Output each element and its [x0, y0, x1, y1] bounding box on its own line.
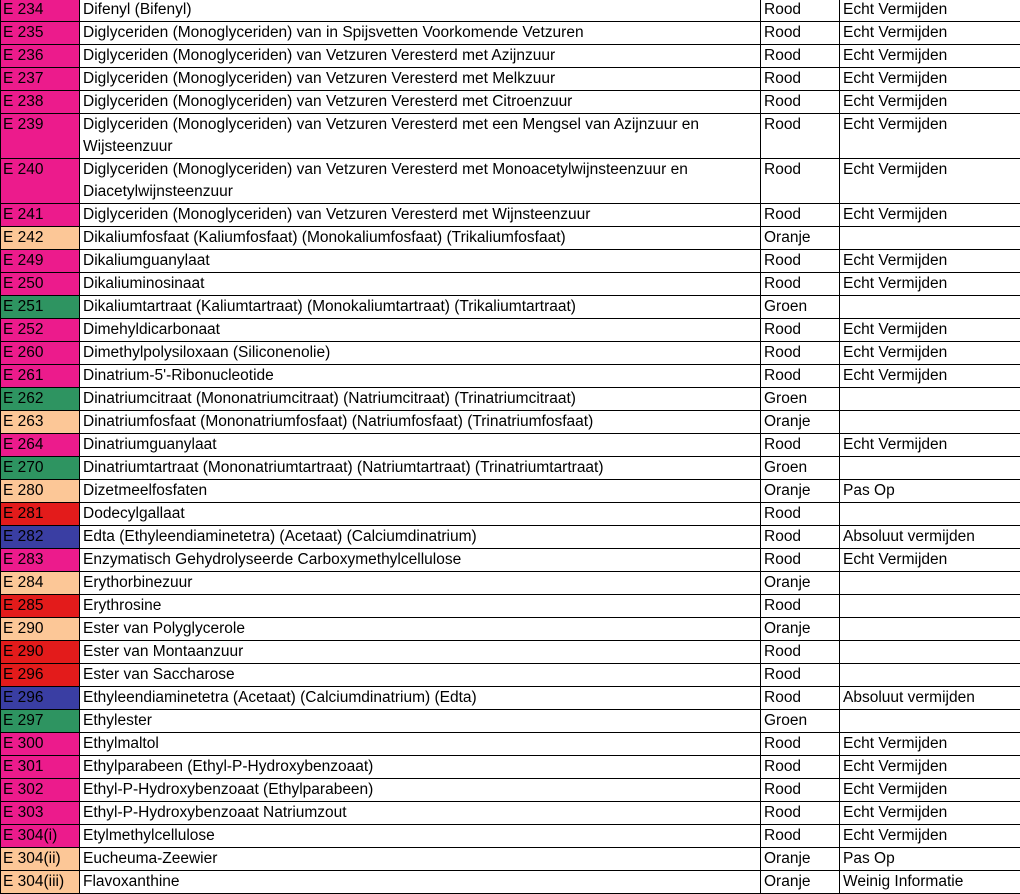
- table-row: [1, 411, 1020, 434]
- e-number-cell[interactable]: E 240: [1, 159, 80, 204]
- table-row: [1, 273, 1020, 296]
- e-number-cell[interactable]: E 235: [1, 22, 80, 45]
- advice-cell[interactable]: Echt Vermijden: [840, 549, 1020, 572]
- additive-name-cell[interactable]: Diglyceriden (Monoglyceriden) van Vetzuren Veresterd met een Mengsel van Azijnzuur en Wijsteenzuur: [80, 114, 761, 159]
- additive-name-cell[interactable]: Ethyl-P-Hydroxybenzoaat (Ethylparabeen): [80, 779, 761, 802]
- additive-name-cell[interactable]: Diglyceriden (Monoglyceriden) van Vetzuren Veresterd met Citroenzuur: [80, 91, 761, 114]
- e-number-cell[interactable]: E 251: [1, 296, 80, 319]
- additive-name-cell[interactable]: Difenyl (Bifenyl): [80, 0, 761, 22]
- e-number-cell[interactable]: E 303: [1, 802, 80, 825]
- additive-name-cell[interactable]: Ester van Polyglycerole: [80, 618, 761, 641]
- additive-name-cell[interactable]: Ester van Montaanzuur: [80, 641, 761, 664]
- table-row: [1, 687, 1020, 710]
- additive-name-cell[interactable]: Dikaliuminosinaat: [80, 273, 761, 296]
- additive-name-cell[interactable]: Ethylmaltol: [80, 733, 761, 756]
- e-number-cell[interactable]: E 304(ii): [1, 848, 80, 871]
- e-number-cell[interactable]: E 241: [1, 204, 80, 227]
- advice-cell[interactable]: [840, 388, 1020, 411]
- additive-name-cell[interactable]: Dikaliumguanylaat: [80, 250, 761, 273]
- advice-cell[interactable]: [840, 227, 1020, 250]
- table-row: [1, 756, 1020, 779]
- advice-cell[interactable]: Weinig Informatie: [840, 871, 1020, 894]
- advice-cell[interactable]: Echt Vermijden: [840, 434, 1020, 457]
- table-row: [1, 68, 1020, 91]
- advice-cell[interactable]: Pas Op: [840, 480, 1020, 503]
- additive-name-cell[interactable]: Dikaliumfosfaat (Kaliumfosfaat) (Monokaliumfosfaat) (Trikaliumfosfaat): [80, 227, 761, 250]
- additive-name-cell[interactable]: Diglyceriden (Monoglyceriden) van in Spijsvetten Voorkomende Vetzuren: [80, 22, 761, 45]
- e-number-cell[interactable]: E 284: [1, 572, 80, 595]
- table-row: [1, 710, 1020, 733]
- e-number-cell[interactable]: E 283: [1, 549, 80, 572]
- advice-cell[interactable]: [840, 710, 1020, 733]
- e-number-cell[interactable]: E 237: [1, 68, 80, 91]
- e-number-cell[interactable]: E 263: [1, 411, 80, 434]
- advice-cell[interactable]: Echt Vermijden: [840, 91, 1020, 114]
- advice-cell[interactable]: [840, 664, 1020, 687]
- table-row: [1, 45, 1020, 68]
- additive-name-cell[interactable]: Dizetmeelfosfaten: [80, 480, 761, 503]
- advice-cell[interactable]: [840, 641, 1020, 664]
- additive-name-cell[interactable]: Edta (Ethyleendiaminetetra) (Acetaat) (Calciumdinatrium): [80, 526, 761, 549]
- e-number-cell[interactable]: E 282: [1, 526, 80, 549]
- e-number-cell[interactable]: E 280: [1, 480, 80, 503]
- table-row: [1, 779, 1020, 802]
- additive-name-cell[interactable]: Erythorbinezuur: [80, 572, 761, 595]
- color-rating-cell[interactable]: Rood: [761, 779, 840, 802]
- table-row: [1, 457, 1020, 480]
- color-rating-cell[interactable]: Rood: [761, 45, 840, 68]
- advice-cell[interactable]: [840, 411, 1020, 434]
- e-number-cell[interactable]: E 285: [1, 595, 80, 618]
- additive-name-cell[interactable]: Eucheuma-Zeewier: [80, 848, 761, 871]
- table-row: [1, 618, 1020, 641]
- color-rating-cell[interactable]: Oranje: [761, 848, 840, 871]
- color-rating-cell[interactable]: Rood: [761, 756, 840, 779]
- e-number-cell[interactable]: E 234: [1, 0, 80, 22]
- e-number-cell[interactable]: E 261: [1, 365, 80, 388]
- table-row: [1, 572, 1020, 595]
- e-number-cell[interactable]: E 297: [1, 710, 80, 733]
- color-rating-cell[interactable]: Rood: [761, 159, 840, 204]
- e-number-cell[interactable]: E 281: [1, 503, 80, 526]
- additive-name-cell[interactable]: Dinatriumtartraat (Mononatriumtartraat) (Natriumtartraat) (Trinatriumtartraat): [80, 457, 761, 480]
- table-row: [1, 434, 1020, 457]
- color-rating-cell[interactable]: Oranje: [761, 411, 840, 434]
- advice-cell[interactable]: Echt Vermijden: [840, 802, 1020, 825]
- additive-name-cell[interactable]: Dinatriumfosfaat (Mononatriumfosfaat) (Natriumfosfaat) (Trinatriumfosfaat): [80, 411, 761, 434]
- color-rating-cell[interactable]: Groen: [761, 296, 840, 319]
- color-rating-cell[interactable]: Rood: [761, 250, 840, 273]
- table-row: [1, 388, 1020, 411]
- e-number-cell[interactable]: E 300: [1, 733, 80, 756]
- additive-name-cell[interactable]: Flavoxanthine: [80, 871, 761, 894]
- advice-cell[interactable]: Absoluut vermijden: [840, 687, 1020, 710]
- color-rating-cell[interactable]: Rood: [761, 802, 840, 825]
- table-row: [1, 825, 1020, 848]
- additive-name-cell[interactable]: Dodecylgallaat: [80, 503, 761, 526]
- e-number-cell[interactable]: E 304(iii): [1, 871, 80, 894]
- advice-cell[interactable]: Absoluut vermijden: [840, 526, 1020, 549]
- table-row: [1, 503, 1020, 526]
- additive-name-cell[interactable]: Dimethylpolysiloxaan (Siliconenolie): [80, 342, 761, 365]
- table-row: [1, 296, 1020, 319]
- advice-cell[interactable]: [840, 457, 1020, 480]
- color-rating-cell[interactable]: Rood: [761, 687, 840, 710]
- advice-cell[interactable]: Pas Op: [840, 848, 1020, 871]
- color-rating-cell[interactable]: Rood: [761, 526, 840, 549]
- color-rating-cell[interactable]: Rood: [761, 503, 840, 526]
- color-rating-cell[interactable]: Oranje: [761, 618, 840, 641]
- additive-name-cell[interactable]: Erythrosine: [80, 595, 761, 618]
- additive-name-cell[interactable]: Ethyl-P-Hydroxybenzoaat Natriumzout: [80, 802, 761, 825]
- additive-name-cell[interactable]: Enzymatisch Gehydrolyseerde Carboxymethylcellulose: [80, 549, 761, 572]
- table-row: [1, 641, 1020, 664]
- advice-cell[interactable]: Echt Vermijden: [840, 733, 1020, 756]
- table-row: [1, 848, 1020, 871]
- advice-cell[interactable]: [840, 618, 1020, 641]
- color-rating-cell[interactable]: Oranje: [761, 572, 840, 595]
- color-rating-cell[interactable]: Oranje: [761, 871, 840, 894]
- table-row: [1, 227, 1020, 250]
- table-row: [1, 526, 1020, 549]
- e-number-cell[interactable]: E 301: [1, 756, 80, 779]
- table-row: [1, 250, 1020, 273]
- e-number-cell[interactable]: E 290: [1, 618, 80, 641]
- advice-cell[interactable]: Echt Vermijden: [840, 68, 1020, 91]
- table-row: [1, 159, 1020, 204]
- table-row: [1, 871, 1020, 894]
- color-rating-cell[interactable]: Rood: [761, 733, 840, 756]
- table-row: [1, 802, 1020, 825]
- additive-name-cell[interactable]: Dinatrium-5'-Ribonucleotide: [80, 365, 761, 388]
- e-number-cell[interactable]: E 242: [1, 227, 80, 250]
- additive-name-cell[interactable]: Diglyceriden (Monoglyceriden) van Vetzuren Veresterd met Wijnsteenzuur: [80, 204, 761, 227]
- e-number-cell[interactable]: E 238: [1, 91, 80, 114]
- e-number-cell[interactable]: E 249: [1, 250, 80, 273]
- advice-cell[interactable]: [840, 296, 1020, 319]
- advice-cell[interactable]: Echt Vermijden: [840, 204, 1020, 227]
- additive-name-cell[interactable]: Dinatriumguanylaat: [80, 434, 761, 457]
- color-rating-cell[interactable]: Rood: [761, 595, 840, 618]
- advice-cell[interactable]: [840, 572, 1020, 595]
- additive-name-cell[interactable]: Ethylparabeen (Ethyl-P-Hydroxybenzoaat): [80, 756, 761, 779]
- e-number-cell[interactable]: E 239: [1, 114, 80, 159]
- color-rating-cell[interactable]: Rood: [761, 22, 840, 45]
- e-number-cell[interactable]: E 264: [1, 434, 80, 457]
- advice-cell[interactable]: Echt Vermijden: [840, 250, 1020, 273]
- advice-cell[interactable]: [840, 595, 1020, 618]
- advice-cell[interactable]: Echt Vermijden: [840, 0, 1020, 22]
- additive-name-cell[interactable]: Etylmethylcellulose: [80, 825, 761, 848]
- e-number-cell[interactable]: E 236: [1, 45, 80, 68]
- additive-name-cell[interactable]: Dikaliumtartraat (Kaliumtartraat) (Monokaliumtartraat) (Trikaliumtartraat): [80, 296, 761, 319]
- advice-cell[interactable]: Echt Vermijden: [840, 779, 1020, 802]
- table-row: [1, 365, 1020, 388]
- color-rating-cell[interactable]: Rood: [761, 434, 840, 457]
- table-row: [1, 549, 1020, 572]
- color-rating-cell[interactable]: Rood: [761, 319, 840, 342]
- advice-cell[interactable]: Echt Vermijden: [840, 159, 1020, 204]
- advice-cell[interactable]: Echt Vermijden: [840, 342, 1020, 365]
- e-number-cell[interactable]: E 304(i): [1, 825, 80, 848]
- advice-cell[interactable]: [840, 503, 1020, 526]
- table-row: [1, 204, 1020, 227]
- additive-name-cell[interactable]: Dinatriumcitraat (Mononatriumcitraat) (Natriumcitraat) (Trinatriumcitraat): [80, 388, 761, 411]
- color-rating-cell[interactable]: Rood: [761, 114, 840, 159]
- additive-name-cell[interactable]: Ester van Saccharose: [80, 664, 761, 687]
- table-row: [1, 595, 1020, 618]
- color-rating-cell[interactable]: Rood: [761, 273, 840, 296]
- table-row: [1, 733, 1020, 756]
- additive-name-cell[interactable]: Ethylester: [80, 710, 761, 733]
- additive-name-cell[interactable]: Diglyceriden (Monoglyceriden) van Vetzuren Veresterd met Azijnzuur: [80, 45, 761, 68]
- advice-cell[interactable]: Echt Vermijden: [840, 273, 1020, 296]
- table-row: [1, 664, 1020, 687]
- advice-cell[interactable]: Echt Vermijden: [840, 825, 1020, 848]
- color-rating-cell[interactable]: Rood: [761, 549, 840, 572]
- advice-cell[interactable]: Echt Vermijden: [840, 45, 1020, 68]
- e-number-cell[interactable]: E 290: [1, 641, 80, 664]
- color-rating-cell[interactable]: Rood: [761, 365, 840, 388]
- table-row: [1, 114, 1020, 159]
- advice-cell[interactable]: Echt Vermijden: [840, 319, 1020, 342]
- color-rating-cell[interactable]: Rood: [761, 664, 840, 687]
- additive-name-cell[interactable]: Diglyceriden (Monoglyceriden) van Vetzuren Veresterd met Melkzuur: [80, 68, 761, 91]
- e-number-cell[interactable]: E 302: [1, 779, 80, 802]
- color-rating-cell[interactable]: Rood: [761, 204, 840, 227]
- e-number-cell[interactable]: E 270: [1, 457, 80, 480]
- table-row: [1, 319, 1020, 342]
- table-row: [1, 22, 1020, 45]
- e-number-cell[interactable]: E 262: [1, 388, 80, 411]
- color-rating-cell[interactable]: Groen: [761, 457, 840, 480]
- table-row: [1, 480, 1020, 503]
- table-row: [1, 342, 1020, 365]
- additive-name-cell[interactable]: Ethyleendiaminetetra (Acetaat) (Calciumdinatrium) (Edta): [80, 687, 761, 710]
- color-rating-cell[interactable]: Rood: [761, 641, 840, 664]
- table-row: [1, 91, 1020, 114]
- additive-name-cell[interactable]: Dimehyldicarbonaat: [80, 319, 761, 342]
- color-rating-cell[interactable]: Oranje: [761, 227, 840, 250]
- table-row: [1, 0, 1020, 22]
- additive-name-cell[interactable]: Diglyceriden (Monoglyceriden) van Vetzuren Veresterd met Monoacetylwijnsteenzuur en Diacetylwijnsteenzuur: [80, 159, 761, 204]
- e-number-cell[interactable]: E 296: [1, 664, 80, 687]
- color-rating-cell[interactable]: Groen: [761, 710, 840, 733]
- advice-cell[interactable]: Echt Vermijden: [840, 756, 1020, 779]
- color-rating-cell[interactable]: Rood: [761, 68, 840, 91]
- e-number-cell[interactable]: E 260: [1, 342, 80, 365]
- advice-cell[interactable]: Echt Vermijden: [840, 114, 1020, 159]
- color-rating-cell[interactable]: Rood: [761, 825, 840, 848]
- color-rating-cell[interactable]: Oranje: [761, 480, 840, 503]
- color-rating-cell[interactable]: Rood: [761, 342, 840, 365]
- additives-table-body: [1, 0, 1020, 894]
- e-number-cell[interactable]: E 250: [1, 273, 80, 296]
- color-rating-cell[interactable]: Rood: [761, 0, 840, 22]
- color-rating-cell[interactable]: Rood: [761, 91, 840, 114]
- advice-cell[interactable]: Echt Vermijden: [840, 22, 1020, 45]
- advice-cell[interactable]: Echt Vermijden: [840, 365, 1020, 388]
- e-number-cell[interactable]: E 296: [1, 687, 80, 710]
- color-rating-cell[interactable]: Groen: [761, 388, 840, 411]
- e-number-cell[interactable]: E 252: [1, 319, 80, 342]
